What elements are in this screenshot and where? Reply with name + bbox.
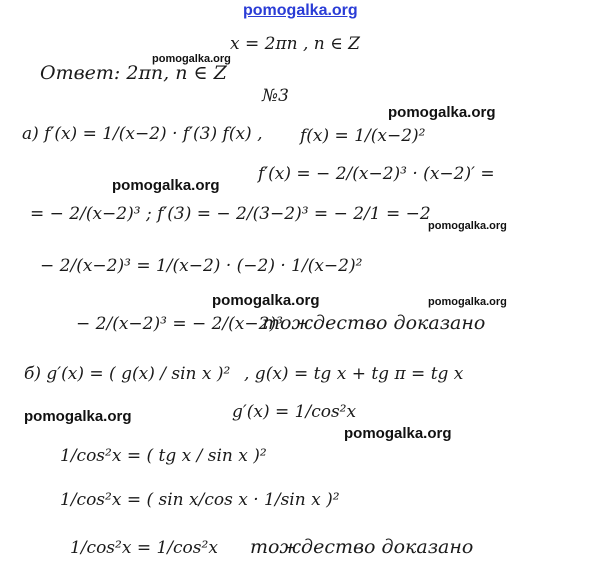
part-a-value: = − 2/(x−2)³ ; f′(3) = − 2/(3−2)³ = − 2/1 = −2 bbox=[30, 204, 431, 224]
part-a-conclusion: тождество доказано bbox=[262, 312, 486, 334]
watermark: pomogalka.org bbox=[428, 296, 507, 308]
answer-line: Ответ: 2πn, n ∈ Z bbox=[40, 62, 227, 84]
watermark: pomogalka.org bbox=[428, 220, 507, 232]
part-b-function: , g(x) = tg x + tg π = tg x bbox=[244, 364, 464, 384]
watermark: pomogalka.org bbox=[388, 104, 496, 121]
watermark: pomogalka.org bbox=[212, 292, 320, 309]
part-a-derivative: f′(x) = − 2/(x−2)³ · (x−2)′ = bbox=[258, 164, 495, 184]
watermark: pomogalka.org bbox=[344, 425, 452, 442]
watermark: pomogalka.org bbox=[24, 408, 132, 425]
watermark-top[interactable]: pomogalka.org bbox=[243, 2, 358, 19]
watermark: pomogalka.org bbox=[152, 53, 231, 65]
part-b-step-1: 1/cos²x = ( tg x / sin x )² bbox=[60, 446, 267, 466]
part-a-identity: − 2/(x−2)³ = − 2/(x−2)³ bbox=[76, 314, 283, 334]
watermark: pomogalka.org bbox=[112, 177, 220, 194]
part-b-identity: 1/cos²x = 1/cos²x bbox=[70, 538, 218, 558]
part-a-function: f(x) = 1/(x−2)² bbox=[300, 126, 426, 146]
part-b-derivative: g′(x) = 1/cos²x bbox=[232, 402, 357, 422]
part-a-check: − 2/(x−2)³ = 1/(x−2) · (−2) · 1/(x−2)² bbox=[40, 256, 363, 276]
part-b-step-2: 1/cos²x = ( sin x/cos x · 1/sin x )² bbox=[60, 490, 340, 510]
problem-number: №3 bbox=[262, 86, 289, 106]
equation-line: x = 2πn , n ∈ Z bbox=[230, 34, 360, 54]
part-b-conclusion: тождество доказано bbox=[250, 536, 474, 558]
part-a-statement: а) f′(x) = 1/(x−2) · f′(3) f(x) , bbox=[22, 124, 263, 144]
part-b-statement: б) g′(x) = ( g(x) / sin x )² bbox=[24, 364, 231, 384]
